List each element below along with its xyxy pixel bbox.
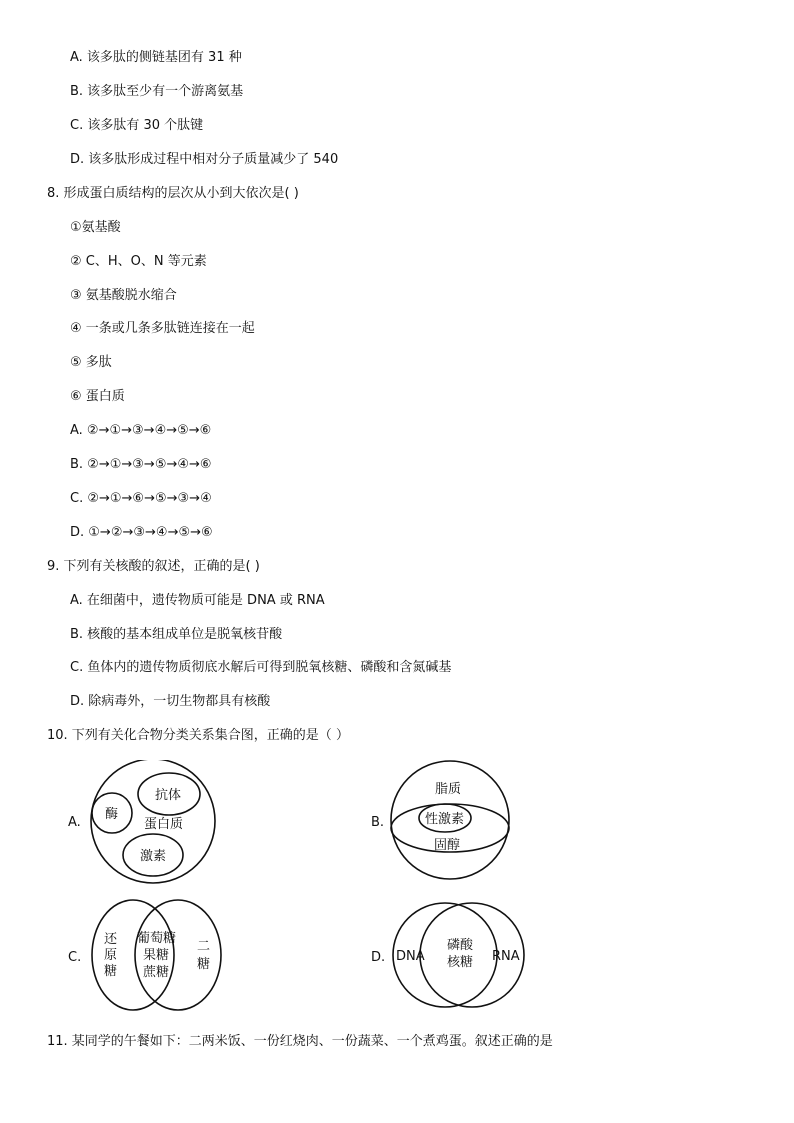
- q7-option-d: D. 该多肽形成过程中相对分子质量减少了 540: [70, 152, 339, 167]
- diagram-d: [371, 903, 524, 1007]
- reducing-sugar-label-1: 还: [104, 932, 118, 947]
- q8-item-5: ⑤ 多肽: [70, 355, 112, 370]
- q9-option-d: D. 除病毒外，一切生物都具有核酸: [70, 694, 271, 709]
- q8-option-b: B. ②→①→③→⑤→④→⑥: [70, 457, 212, 472]
- phosphate-label: 磷酸: [447, 938, 474, 953]
- q7-option-b: B. 该多肽至少有一个游离氨基: [70, 84, 244, 99]
- diagram-c-letter: C.: [68, 950, 82, 965]
- q8-item-2: ② C、H、O、N 等元素: [70, 254, 207, 269]
- sex-hormone-label: 性激素: [425, 812, 465, 827]
- q8-option-a: A. ②→①→③→④→⑤→⑥: [70, 423, 212, 438]
- q8-stem: 8. 形成蛋白质结构的层次从小到大依次是( ): [47, 186, 299, 201]
- enzyme-label: 酶: [105, 807, 119, 822]
- diagram-a-letter: A.: [68, 815, 81, 830]
- dna-label: DNA: [396, 949, 425, 964]
- q9-option-b: B. 核酸的基本组成单位是脱氧核苷酸: [70, 627, 283, 642]
- q9-option-c: C. 鱼体内的遗传物质彻底水解后可得到脱氧核糖、磷酸和含氮碱基: [70, 660, 452, 675]
- sterol-label: 固醇: [434, 838, 461, 853]
- sucrose-label: 蔗糖: [143, 965, 170, 980]
- diagram-b-letter: B.: [371, 815, 385, 830]
- q8-item-6: ⑥ 蛋白质: [70, 389, 125, 404]
- q8-option-d: D. ①→②→③→④→⑤→⑥: [70, 525, 213, 540]
- diagram-d-letter: D.: [371, 950, 386, 965]
- q10-diagrams: [0, 760, 794, 1050]
- q8-option-c: C. ②→①→⑥→⑤→③→④: [70, 491, 212, 506]
- diagram-a: [68, 760, 215, 883]
- protein-label: 蛋白质: [144, 817, 184, 832]
- disaccharide-label-1: 二: [197, 939, 211, 954]
- rna-label: RNA: [492, 949, 520, 964]
- q11-stem: 11. 某同学的午餐如下：二两米饭、一份红烧肉、一份蔬菜、一个煮鸡蛋。叙述正确的是: [47, 1034, 553, 1049]
- glucose-label: 葡萄糖: [137, 931, 177, 946]
- q9-stem: 9. 下列有关核酸的叙述，正确的是( ): [47, 559, 260, 574]
- q8-item-3: ③ 氨基酸脱水缩合: [70, 288, 177, 303]
- fructose-label: 果糖: [143, 948, 170, 963]
- diagram-c: [68, 900, 221, 1010]
- diagram-b: [371, 761, 509, 879]
- q9-option-a: A. 在细菌中，遗传物质可能是 DNA 或 RNA: [70, 593, 325, 608]
- hormone-label: 激素: [140, 849, 167, 864]
- q7-option-a: A. 该多肽的侧链基团有 31 种: [70, 50, 242, 65]
- q7-option-c: C. 该多肽有 30 个肽键: [70, 118, 204, 133]
- disaccharide-label-2: 糖: [197, 957, 211, 972]
- q8-item-1: ①氨基酸: [70, 220, 121, 235]
- antibody-label: 抗体: [155, 788, 182, 803]
- reducing-sugar-label-2: 原: [104, 948, 118, 963]
- q10-stem: 10. 下列有关化合物分类关系集合图，正确的是（ ）: [47, 728, 349, 743]
- reducing-sugar-label-3: 糖: [104, 964, 118, 979]
- q8-item-4: ④ 一条或几条多肽链连接在一起: [70, 321, 255, 336]
- ribose-label: 核糖: [447, 955, 474, 970]
- lipid-label: 脂质: [435, 782, 462, 797]
